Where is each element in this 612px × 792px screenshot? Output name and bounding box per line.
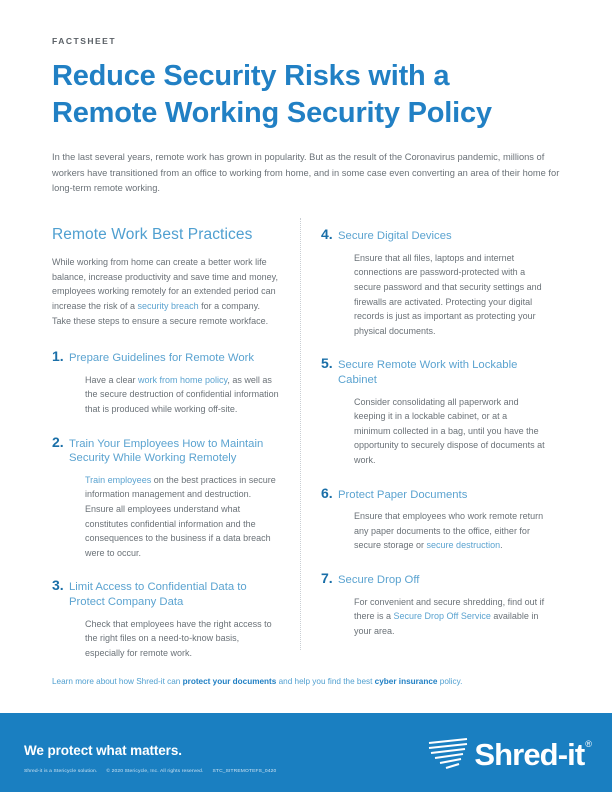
legal-solution: Shred-it is a Stericycle solution. (24, 769, 98, 774)
item-body (85, 373, 279, 417)
item-title: Secure Remote Work with Lockable Cabinet (338, 359, 518, 387)
item-body (85, 617, 279, 661)
item-body-post: , as well as the secure destruction of confidential information that is produced while working off-site. (85, 374, 279, 414)
section-intro (52, 255, 279, 328)
item-title: Secure Digital Devices (338, 230, 452, 243)
link-secure-drop-off-service[interactable]: Secure Drop Off Service (393, 611, 491, 622)
page-title (52, 58, 560, 132)
item-heading (321, 570, 546, 588)
list-item (52, 434, 279, 561)
headline-line-1: Reduce Security Risks with a (52, 60, 450, 92)
item-heading (52, 577, 279, 609)
item-body (354, 251, 546, 338)
content-columns (0, 196, 612, 677)
list-item (321, 485, 546, 553)
legal-code: STC_SITREMOTEFS_0420 (212, 769, 277, 774)
link-secure-destruction[interactable]: secure destruction (426, 540, 501, 551)
item-heading (321, 485, 546, 503)
section-title: Remote Work Best Practices (52, 226, 253, 244)
logo-wordmark (474, 736, 591, 772)
learn-more-link-protect-documents[interactable]: protect your documents (182, 677, 277, 686)
item-body-post: . (500, 540, 503, 551)
section-intro-pre: While working from home can create a better work life balance, increase productivity and save time and money, employees working remotely for an extended period can increase the risk of a (52, 257, 278, 311)
item-body-pre: Ensure that all files, laptops and internet connections are password-protected with a secure password and that security settings and firewalls are activated. Protecting your digital records is just as important as protecting your physical documents. (354, 252, 542, 336)
item-heading (321, 355, 546, 387)
item-number: 4. (321, 226, 333, 243)
left-column (52, 226, 299, 677)
item-number: 2. (52, 433, 64, 450)
item-body-pre: Ensure that employees who work remote return any paper documents to the office, either for secure storage or (354, 511, 544, 551)
item-title: Limit Access to Confidential Data to Protect Company Data (69, 581, 247, 608)
list-item (321, 355, 546, 467)
footer-tagline: We protect what matters. (24, 743, 182, 758)
page-header (0, 0, 612, 196)
item-body (354, 509, 546, 553)
item-body-post: on the best practices in secure information management and destruction. Ensure all employees understand what constitutes confidential information and the consequences to the business if a data breach were to occur. (85, 474, 276, 558)
list-item (52, 348, 279, 416)
right-column (299, 226, 546, 677)
shred-lines-icon (427, 737, 469, 771)
item-body-pre: Check that employees have the right access to the right files on a need-to-know basis, especially for remote work. (85, 618, 272, 658)
item-number: 6. (321, 484, 333, 501)
link-security-breach[interactable]: security breach (137, 300, 199, 311)
item-title: Prepare Guidelines for Remote Work (69, 352, 255, 365)
list-item (52, 577, 279, 660)
item-body-post: available in your area. (354, 611, 539, 636)
item-heading (52, 434, 279, 466)
item-body (354, 595, 546, 639)
item-title: Secure Drop Off (338, 573, 420, 586)
learn-more-mid: and help you find the best (276, 677, 375, 686)
item-title: Protect Paper Documents (338, 488, 468, 501)
item-body (85, 473, 279, 560)
footer-legal (24, 769, 285, 774)
item-number: 5. (321, 355, 333, 372)
item-number: 7. (321, 569, 333, 586)
learn-more-pre: Learn more about how Shred-it can (52, 677, 183, 686)
item-body-pre: Consider consolidating all paperwork and keeping it in a lockable cabinet, or at a minimum collected in a bag, until you have the opportunity to securely dispose of documents at work. (354, 396, 545, 465)
item-body-pre: For convenient and secure shredding, find out if there is a (354, 596, 545, 622)
intro-paragraph: In the last several years, remote work has grown in popularity. But as the result of the Coronavirus pandemic, millions of workers have transitioned from an office to working from home, and in some case even converting an area of their home for long-term remote working. (52, 152, 560, 193)
link-train-employees[interactable]: Train employees (85, 474, 152, 485)
footer-band (0, 713, 612, 792)
item-body-pre: Have a clear (85, 374, 139, 385)
logo-word-text: Shred-it (474, 736, 585, 772)
shred-it-logo (427, 735, 590, 773)
list-item (321, 226, 546, 338)
item-body (354, 395, 546, 468)
learn-more-link-cyber-insurance[interactable]: cyber insurance (374, 677, 438, 686)
logo-trademark-symbol: ® (585, 739, 591, 750)
eyebrow-label: FACTSHEET (52, 36, 117, 46)
headline-line-2: Remote Working Security Policy (52, 97, 492, 130)
item-number: 1. (52, 348, 64, 365)
link-work-from-home-policy[interactable]: work from home policy (138, 374, 228, 385)
learn-more-post: policy. (437, 677, 463, 686)
section-intro-post: for a company. Take these steps to ensure a secure remote workface. (52, 300, 269, 326)
item-heading (52, 348, 279, 366)
item-title: Train Your Employees How to Maintain Security While Working Remotely (69, 437, 264, 465)
list-item (321, 570, 546, 638)
learn-more-line (52, 676, 572, 688)
item-number: 3. (52, 577, 64, 594)
column-divider (300, 218, 302, 650)
item-heading (321, 226, 546, 244)
legal-copyright: © 2020 Stericycle, Inc. All rights reserved. (106, 769, 204, 774)
